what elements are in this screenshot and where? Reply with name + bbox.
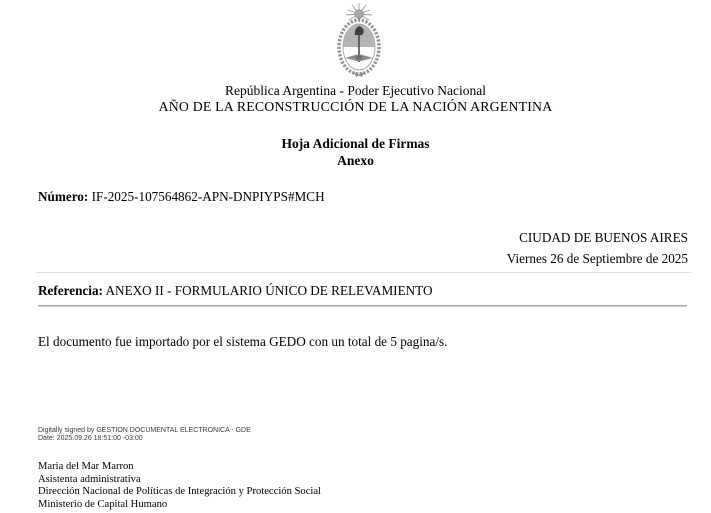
date-line: Viernes 26 de Septiembre de 2025 [506,251,688,266]
header-year-motto-line: AÑO DE LA RECONSTRUCCIÓN DE LA NACIÓN ARGENTINA [158,99,553,114]
digital-signature-line2: Date: 2025.09.26 18:51:00 -03:00 [38,434,143,442]
number-line [38,189,325,205]
signer-block [38,461,321,511]
divider-top [36,272,691,273]
document-title: Hoja Adicional de Firmas [281,136,430,151]
reference-line [38,283,433,299]
reference-value: ANEXO II - FORMULARIO ÚNICO DE RELEVAMIENTO [105,283,433,298]
body-text: El documento fue importado por el sistema GEDO con un total de 5 pagina/s. [38,334,448,349]
digital-signature-line1: Digitally signed by GESTION DOCUMENTAL ELECTRONICA - GDE [38,427,251,434]
reference-label: Referencia: [38,283,103,298]
signer-title: Asistenta administrativa [38,473,141,485]
document-subtitle: Anexo [337,153,374,168]
digital-signature-block [38,427,251,442]
signer-name: Maria del Mar Marron [38,461,134,472]
number-label: Número: [38,189,89,204]
argentina-coat-of-arms-icon [328,2,390,83]
divider-bottom [38,305,687,307]
signer-office: Dirección Nacional de Políticas de Integración y Protección Social [38,486,321,498]
signer-ministry: Ministerio de Capital Humano [38,498,168,510]
city-line: CIUDAD DE BUENOS AIRES [519,230,688,245]
number-value: IF-2025-107564862-APN-DNPIYPS#MCH [91,189,325,204]
header-republic-line: República Argentina - Poder Ejecutivo Nacional [224,83,487,98]
